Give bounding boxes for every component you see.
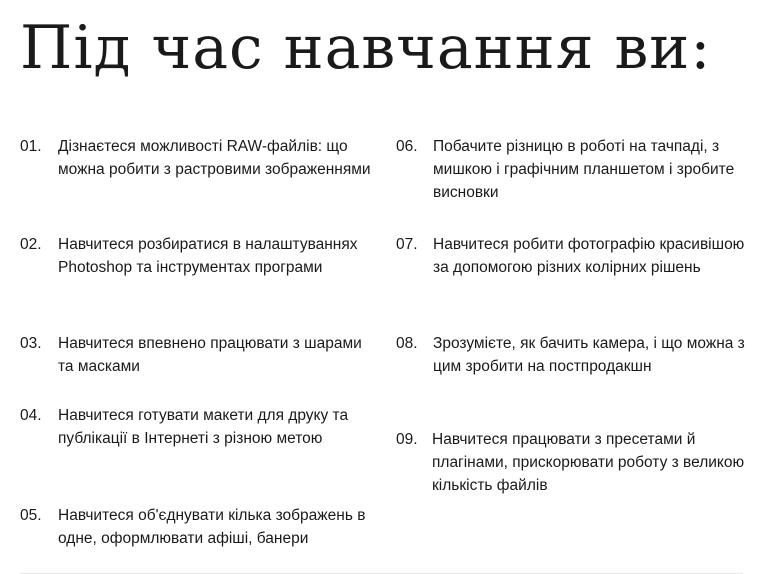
list-item-06 — [396, 135, 763, 204]
list-item-09 — [396, 428, 762, 497]
list-item-07 — [396, 233, 763, 279]
list-item-04 — [20, 404, 376, 450]
list-item-text: Навчитеся об'єднувати кілька зображень в одне, оформлювати афіші, банери — [58, 507, 366, 547]
list-item-number: 01. — [20, 138, 42, 155]
list-item-01 — [20, 135, 376, 181]
list-item-number: 07. — [396, 236, 418, 253]
list-item-text: Навчитеся впевнено працювати з шарами та масками — [58, 335, 362, 375]
list-item-text: Навчитеся робити фотографію красивішою за допомогою різних колірних рішень — [433, 236, 745, 276]
list-item-text: Навчитеся розбиратися в налаштуваннях Photoshop та інструментах програми — [58, 236, 358, 276]
list-item-number: 09. — [396, 431, 418, 448]
list-item-08 — [396, 332, 763, 378]
list-item-03 — [20, 332, 376, 378]
list-item-number: 03. — [20, 335, 42, 352]
list-item-text: Побачите різницю в роботі на тачпаді, з мишкою і графічним планшетом і зробите висновки — [433, 138, 735, 201]
list-item-text: Зрозумієте, як бачить камера, і що можна з цим зробити на постпродакшн — [433, 335, 745, 375]
list-item-number: 02. — [20, 236, 42, 253]
list-item-05 — [20, 504, 376, 550]
list-item-number: 08. — [396, 335, 418, 352]
list-item-number: 06. — [396, 138, 418, 155]
list-item-text: Дізнаєтеся можливості RAW-файлів: що можна робити з растровими зображеннями — [58, 138, 371, 178]
page-title: Під час навчання ви: — [20, 13, 712, 83]
list-item-text: Навчитеся працювати з пресетами й плагінами, прискорювати роботу з великою кількість файлів — [432, 431, 745, 494]
list-item-number: 04. — [20, 407, 42, 424]
list-item-text: Навчитеся готувати макети для друку та публікації в Інтернеті з різною метою — [58, 407, 349, 447]
list-item-02 — [20, 233, 376, 279]
list-item-number: 05. — [20, 507, 42, 524]
